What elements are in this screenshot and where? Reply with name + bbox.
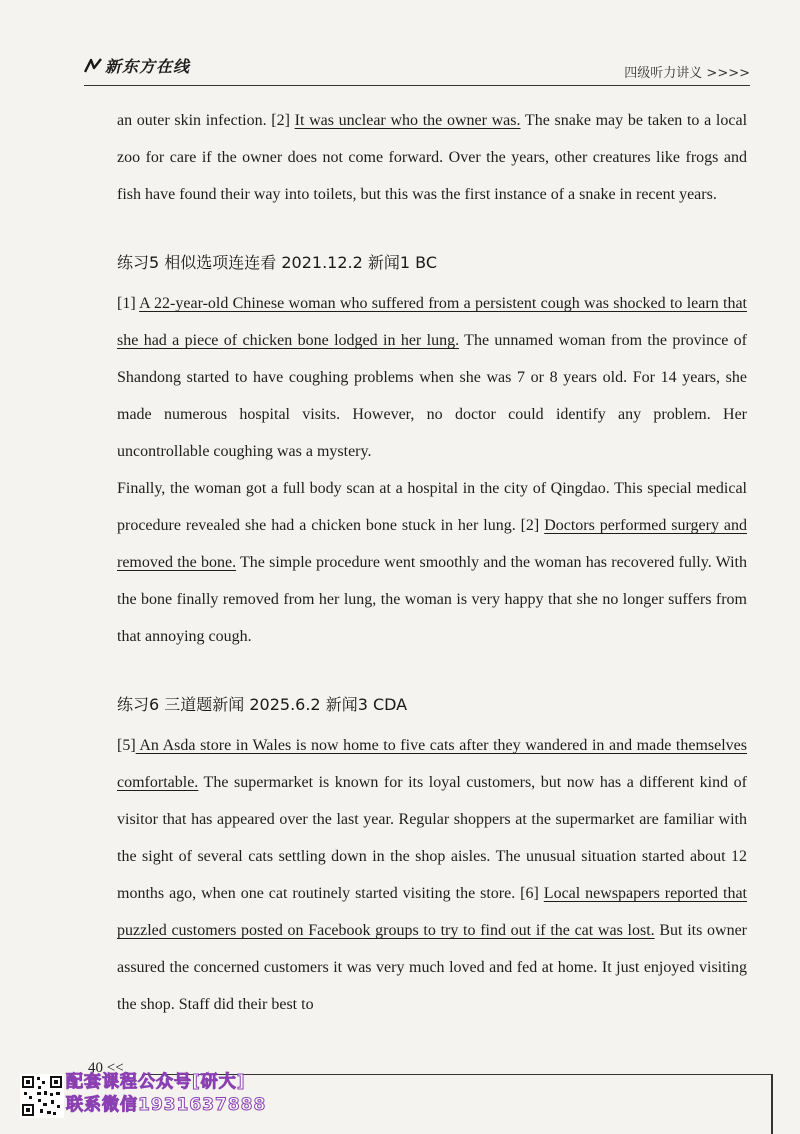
answer-sentence: Doctors performed surgery and removed the bone. (117, 517, 747, 571)
header-divider (84, 85, 750, 86)
text-segment: an outer skin infection. [2] (117, 112, 295, 129)
text-segment: The unnamed woman from the province of Shandong started to have coughing problems when she was 7 or 8 years old. For 14 years, she made numerous hospital visits. However, no doctor could identify any problem. Her uncontrollable coughing was a mystery. (117, 332, 747, 460)
exercise-5-paragraph-1 (117, 285, 747, 470)
footer-corner-bar (771, 1074, 773, 1134)
brand-logo (84, 54, 190, 77)
answer-sentence: Local newspapers reported that puzzled customers posted on Facebook groups to try to find out if the cat was lost. (117, 885, 748, 939)
promo-watermark (66, 1071, 266, 1117)
exercise-5-paragraph-2 (117, 470, 747, 655)
qr-code-icon (20, 1074, 64, 1118)
answer-sentence: It was unclear who the owner was. (294, 112, 521, 129)
exercise-6-paragraph-1 (117, 727, 747, 1023)
header-title: 四级听力讲义 >>>> (624, 66, 750, 81)
page-footer (0, 1058, 800, 1132)
intro-paragraph (117, 102, 747, 213)
text-segment: Finally, the woman got a full body scan at a hospital in the city of Qingdao. This special medical procedure revealed she had a chicken bone stuck in her lung. [2] (117, 480, 747, 534)
answer-sentence: An Asda store in Wales is now home to five cats after they wandered in and made themselves comfortable. (117, 737, 747, 791)
text-segment: The supermarket is known for its loyal customers, but now has a different kind of visitor that has appeared over the last year. Regular shoppers at the supermarket are familiar with the sight of several cats settling down in the shop aisles. The unusual situation started about 12 months ago, when one cat routinely started visiting the store. [6] (117, 774, 747, 902)
promo-line-2: 联系微信1931637888 (66, 1095, 267, 1115)
promo-line-1: 配套课程公众号[研大] (66, 1072, 246, 1092)
page-number: 40 << (88, 1060, 124, 1076)
answer-sentence: A 22-year-old Chinese woman who suffered from a persistent cough was shocked to learn that she had a piece of chicken bone lodged in her lung. (117, 295, 747, 349)
text-segment: [5] (117, 737, 136, 754)
logo-text: 新东方在线 (105, 57, 191, 76)
text-segment: But its owner assured the concerned customers it was very much loved and fed at home. It just enjoyed visiting the shop. Staff did their best to (117, 922, 748, 1013)
page-header (0, 0, 800, 90)
logo-mark-icon (84, 57, 102, 75)
text-segment: [1] (117, 295, 140, 312)
exercise-5-heading: 练习5 相似选项连连看 2021.12.2 新闻1 BC (117, 253, 438, 272)
text-segment: The simple procedure went smoothly and the woman has recovered fully. With the bone finally removed from her lung, the woman is very happy that she no longer suffers from that annoying cough. (117, 554, 748, 645)
page-content (117, 102, 747, 1023)
exercise-6-heading: 练习6 三道题新闻 2025.6.2 新闻3 CDA (117, 695, 408, 714)
text-segment: The snake may be taken to a local zoo for care if the owner does not come forward. Over the years, other creatures like frogs and fish have found their way into toilets, but this was the first instance of a snake in recent years. (117, 112, 748, 203)
